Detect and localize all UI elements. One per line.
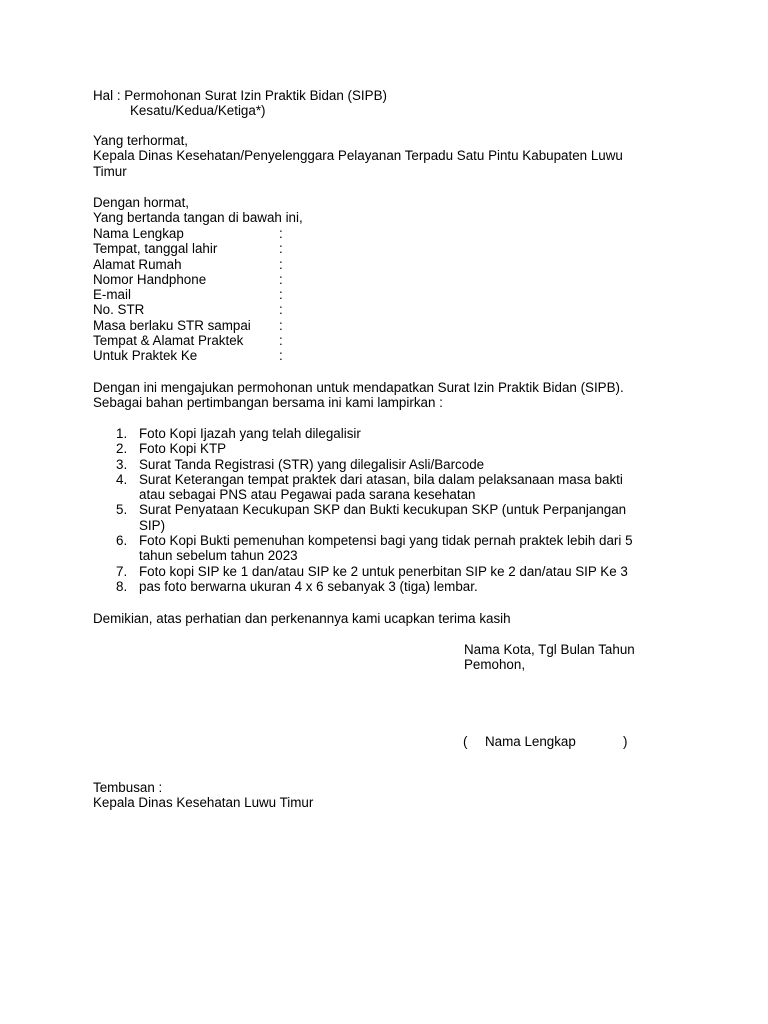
list-text: atau sebagai PNS atau Pegawai pada sarana kesehatan [139, 487, 476, 503]
field-label: Nomor Handphone [93, 271, 207, 287]
list-number: 2. [116, 441, 128, 457]
signer-name-line [463, 734, 633, 750]
field-row [93, 272, 393, 287]
subject-order: Kesatu/Kedua/Ketiga*) [130, 103, 266, 119]
list-text: Foto kopi SIP ke 1 dan/atau SIP ke 2 untuk penerbitan SIP ke 2 dan/atau SIP Ke 3 [139, 563, 628, 579]
list-item [93, 579, 633, 594]
applicant-fields [93, 226, 393, 364]
field-row [93, 333, 393, 348]
paren-close: ) [623, 734, 628, 749]
list-text: Surat Penyataan Kecukupan SKP dan Bukti kecukupan SKP (untuk Perpanjangan [139, 502, 627, 518]
list-number: 7. [116, 563, 128, 579]
closing-block [93, 611, 511, 626]
salutation: Dengan hormat, [93, 195, 190, 210]
field-label: Alamat Rumah [93, 256, 182, 272]
request-block [93, 380, 624, 411]
list-text: Foto Kopi Ijazah yang telah dilegalisir [139, 426, 361, 441]
field-colon: : [279, 348, 283, 364]
field-label: Tempat, tanggal lahir [93, 241, 218, 257]
addressee-line-1: Kepala Dinas Kesehatan/Penyelenggara Pelayanan Terpadu Satu Pintu Kabupaten Luwu [93, 148, 623, 164]
field-label: Tempat & Alamat Praktek [93, 333, 244, 349]
closing-text: Demikian, atas perhatian dan perkenannya kami ucapkan terima kasih [93, 611, 511, 626]
list-text: Surat Keterangan tempat praktek dari atasan, bila dalam pelaksanaan masa bakti [139, 471, 623, 487]
addressee-line-2: Timur [93, 163, 127, 179]
field-row [93, 287, 393, 302]
list-text: SIP) [139, 517, 166, 533]
list-item [93, 533, 633, 564]
field-colon: : [279, 333, 283, 349]
cc-block [93, 780, 313, 811]
field-label: E-mail [93, 287, 131, 303]
field-colon: : [279, 226, 283, 241]
list-number: 5. [116, 502, 128, 518]
field-row [93, 318, 393, 333]
list-item [93, 502, 633, 533]
field-colon: : [279, 256, 283, 272]
field-label: Untuk Praktek Ke [93, 348, 198, 364]
list-text: tahun sebelum tahun 2023 [139, 548, 298, 564]
subject-line: Hal : Permohonan Surat Izin Praktik Bidan (SIPB) [93, 88, 387, 103]
request-line-1: Dengan ini mengajukan permohonan untuk mendapatkan Surat Izin Praktik Bidan (SIPB). [93, 380, 624, 395]
list-item [93, 472, 633, 503]
list-item [93, 564, 633, 579]
cc-label: Tembusan : [93, 780, 163, 795]
field-colon: : [279, 271, 283, 287]
subject-block [93, 88, 387, 119]
field-row [93, 257, 393, 272]
list-text: Foto Kopi KTP [139, 441, 227, 457]
field-colon: : [279, 317, 283, 333]
opening-block [93, 195, 303, 226]
list-number: 4. [116, 471, 128, 487]
field-label: Nama Lengkap [93, 226, 184, 241]
list-number: 6. [116, 533, 128, 549]
field-row [93, 241, 393, 256]
list-text: Foto Kopi Bukti pemenuhan kompetensi bagi yang tidak pernah praktek lebih dari 5 [139, 533, 633, 549]
field-label: No. STR [93, 302, 145, 318]
field-colon: : [279, 302, 283, 318]
field-colon: : [279, 287, 283, 303]
list-item [93, 426, 633, 441]
list-number: 8. [116, 578, 128, 594]
signer-role: Pemohon, [464, 657, 526, 673]
field-label: Masa berlaku STR sampai [93, 317, 251, 333]
cc-recipient: Kepala Dinas Kesehatan Luwu Timur [93, 795, 314, 811]
signature-block [464, 642, 635, 673]
paren-open: ( [463, 734, 468, 749]
attachment-list [93, 426, 633, 594]
list-item [93, 441, 633, 456]
list-item [93, 457, 633, 472]
request-line-2: Sebagai bahan pertimbangan bersama ini kami lampirkan : [93, 395, 443, 411]
intro-text: Yang bertanda tangan di bawah ini, [93, 210, 303, 226]
field-colon: : [279, 241, 283, 257]
place-date: Nama Kota, Tgl Bulan Tahun [464, 642, 635, 657]
addressee-block [93, 133, 623, 179]
list-text: Surat Tanda Registrasi (STR) yang dilegalisir Asli/Barcode [139, 456, 485, 472]
list-text: pas foto berwarna ukuran 4 x 6 sebanyak 3 (tiga) lembar. [139, 578, 478, 594]
field-row [93, 302, 393, 317]
list-number: 3. [116, 456, 128, 472]
field-row [93, 226, 393, 241]
field-row [93, 348, 393, 363]
list-number: 1. [116, 426, 128, 441]
signer-name: Nama Lengkap [485, 734, 576, 749]
addressee-greeting: Yang terhormat, [93, 133, 189, 148]
